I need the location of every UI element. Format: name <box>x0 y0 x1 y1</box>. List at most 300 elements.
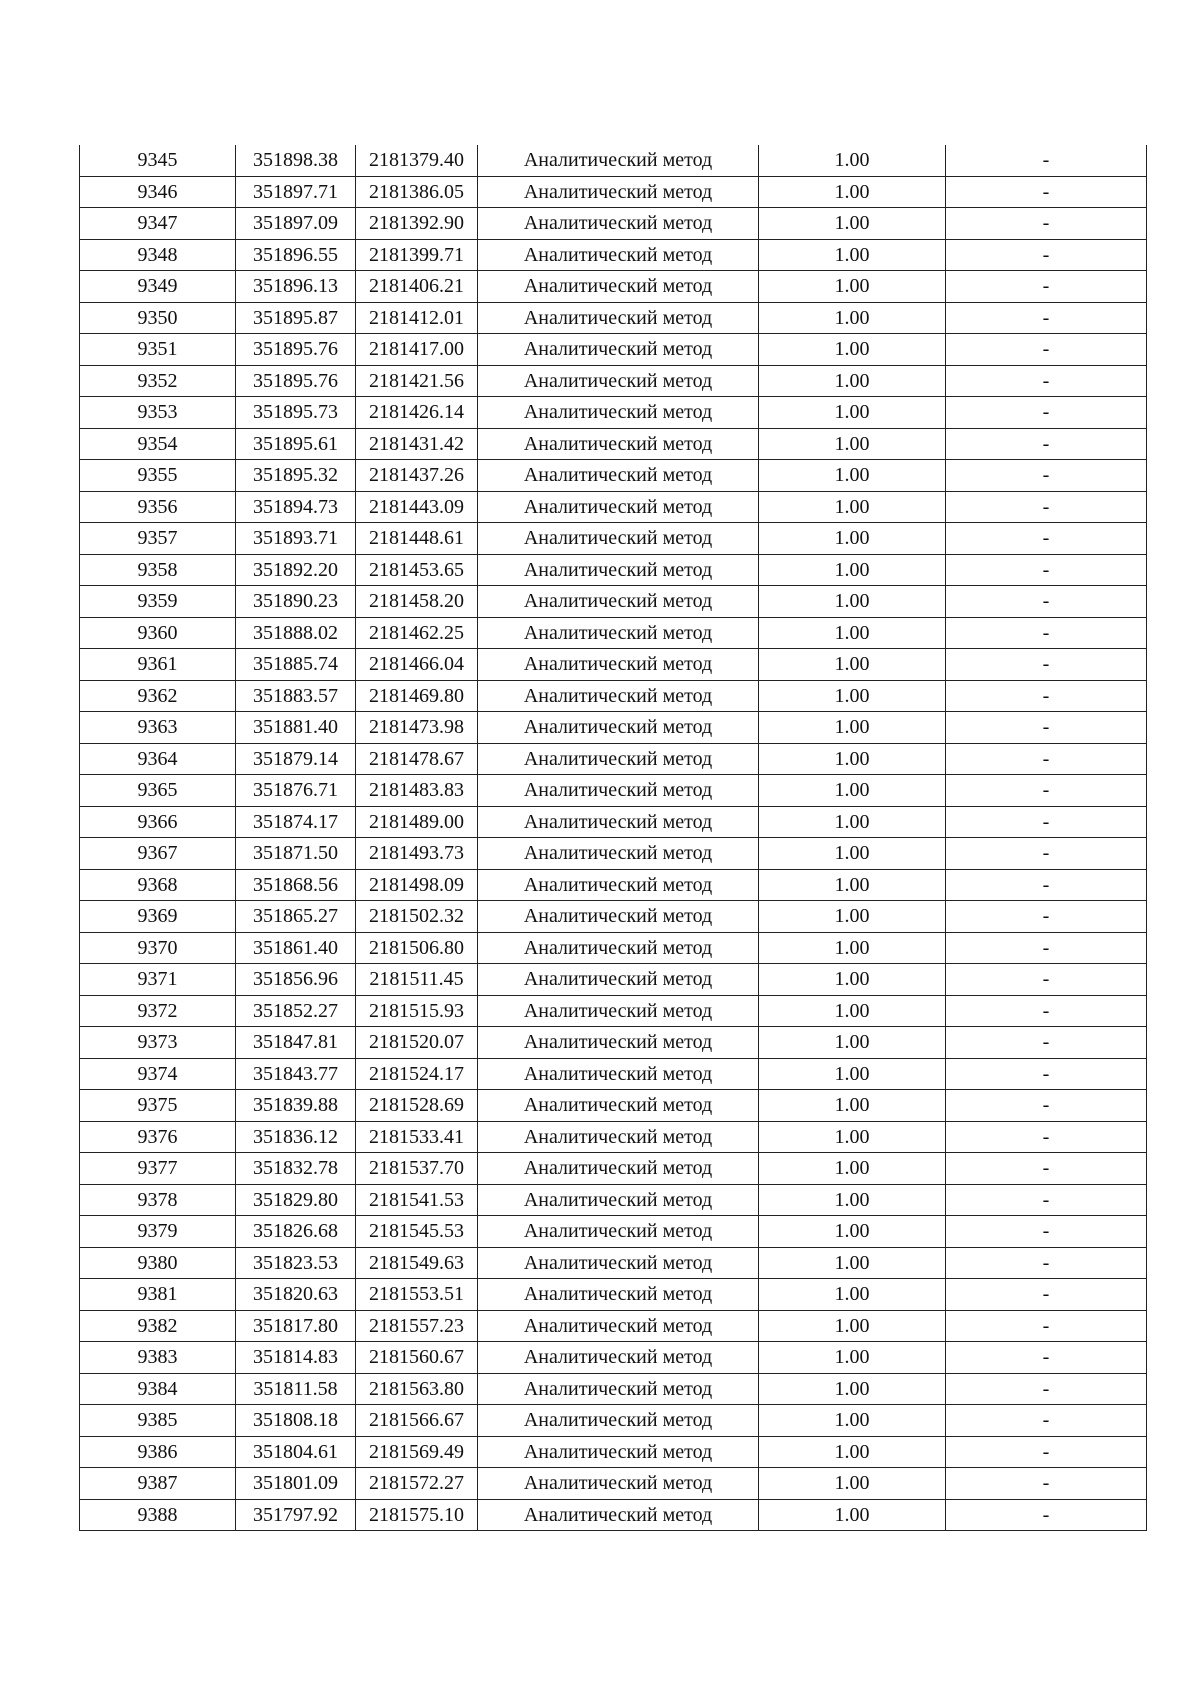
table-row <box>80 1058 1147 1090</box>
point-number-cell: 9357 <box>80 523 236 555</box>
method-cell: Аналитический метод <box>478 1090 759 1122</box>
table-row <box>80 1373 1147 1405</box>
x-coordinate-cell: 351897.71 <box>236 176 356 208</box>
description-cell: - <box>946 806 1147 838</box>
table-row <box>80 491 1147 523</box>
y-coordinate-cell: 2181426.14 <box>356 397 478 429</box>
method-cell: Аналитический метод <box>478 554 759 586</box>
x-coordinate-cell: 351896.13 <box>236 271 356 303</box>
table-row <box>80 901 1147 933</box>
method-cell: Аналитический метод <box>478 1468 759 1500</box>
accuracy-cell: 1.00 <box>759 743 946 775</box>
y-coordinate-cell: 2181524.17 <box>356 1058 478 1090</box>
method-cell: Аналитический метод <box>478 680 759 712</box>
accuracy-cell: 1.00 <box>759 1342 946 1374</box>
method-cell: Аналитический метод <box>478 176 759 208</box>
point-number-cell: 9365 <box>80 775 236 807</box>
y-coordinate-cell: 2181560.67 <box>356 1342 478 1374</box>
description-cell: - <box>946 554 1147 586</box>
table-row <box>80 1468 1147 1500</box>
x-coordinate-cell: 351874.17 <box>236 806 356 838</box>
description-cell: - <box>946 1184 1147 1216</box>
y-coordinate-cell: 2181483.83 <box>356 775 478 807</box>
y-coordinate-cell: 2181431.42 <box>356 428 478 460</box>
point-number-cell: 9369 <box>80 901 236 933</box>
table-row <box>80 460 1147 492</box>
point-number-cell: 9352 <box>80 365 236 397</box>
table-row <box>80 1499 1147 1531</box>
accuracy-cell: 1.00 <box>759 995 946 1027</box>
accuracy-cell: 1.00 <box>759 491 946 523</box>
x-coordinate-cell: 351832.78 <box>236 1153 356 1185</box>
y-coordinate-cell: 2181569.49 <box>356 1436 478 1468</box>
x-coordinate-cell: 351895.76 <box>236 334 356 366</box>
method-cell: Аналитический метод <box>478 1184 759 1216</box>
table-row <box>80 1216 1147 1248</box>
x-coordinate-cell: 351801.09 <box>236 1468 356 1500</box>
description-cell: - <box>946 1468 1147 1500</box>
table-row <box>80 334 1147 366</box>
x-coordinate-cell: 351836.12 <box>236 1121 356 1153</box>
y-coordinate-cell: 2181498.09 <box>356 869 478 901</box>
accuracy-cell: 1.00 <box>759 1405 946 1437</box>
point-number-cell: 9351 <box>80 334 236 366</box>
y-coordinate-cell: 2181533.41 <box>356 1121 478 1153</box>
method-cell: Аналитический метод <box>478 523 759 555</box>
x-coordinate-cell: 351856.96 <box>236 964 356 996</box>
x-coordinate-cell: 351817.80 <box>236 1310 356 1342</box>
method-cell: Аналитический метод <box>478 460 759 492</box>
description-cell: - <box>946 1436 1147 1468</box>
point-number-cell: 9364 <box>80 743 236 775</box>
point-number-cell: 9348 <box>80 239 236 271</box>
accuracy-cell: 1.00 <box>759 617 946 649</box>
method-cell: Аналитический метод <box>478 1247 759 1279</box>
point-number-cell: 9376 <box>80 1121 236 1153</box>
point-number-cell: 9386 <box>80 1436 236 1468</box>
description-cell: - <box>946 1027 1147 1059</box>
method-cell: Аналитический метод <box>478 1373 759 1405</box>
point-number-cell: 9370 <box>80 932 236 964</box>
method-cell: Аналитический метод <box>478 1153 759 1185</box>
x-coordinate-cell: 351895.61 <box>236 428 356 460</box>
point-number-cell: 9375 <box>80 1090 236 1122</box>
method-cell: Аналитический метод <box>478 964 759 996</box>
table-row <box>80 806 1147 838</box>
point-number-cell: 9350 <box>80 302 236 334</box>
x-coordinate-cell: 351826.68 <box>236 1216 356 1248</box>
description-cell: - <box>946 1342 1147 1374</box>
y-coordinate-cell: 2181502.32 <box>356 901 478 933</box>
accuracy-cell: 1.00 <box>759 523 946 555</box>
method-cell: Аналитический метод <box>478 239 759 271</box>
method-cell: Аналитический метод <box>478 869 759 901</box>
x-coordinate-cell: 351896.55 <box>236 239 356 271</box>
x-coordinate-cell: 351829.80 <box>236 1184 356 1216</box>
accuracy-cell: 1.00 <box>759 1468 946 1500</box>
table-row <box>80 1153 1147 1185</box>
accuracy-cell: 1.00 <box>759 365 946 397</box>
description-cell: - <box>946 1216 1147 1248</box>
accuracy-cell: 1.00 <box>759 775 946 807</box>
method-cell: Аналитический метод <box>478 1279 759 1311</box>
table-row <box>80 995 1147 1027</box>
point-number-cell: 9367 <box>80 838 236 870</box>
accuracy-cell: 1.00 <box>759 397 946 429</box>
table-row <box>80 1184 1147 1216</box>
method-cell: Аналитический метод <box>478 1310 759 1342</box>
accuracy-cell: 1.00 <box>759 176 946 208</box>
point-number-cell: 9361 <box>80 649 236 681</box>
method-cell: Аналитический метод <box>478 271 759 303</box>
y-coordinate-cell: 2181549.63 <box>356 1247 478 1279</box>
point-number-cell: 9353 <box>80 397 236 429</box>
description-cell: - <box>946 1090 1147 1122</box>
x-coordinate-cell: 351898.38 <box>236 145 356 176</box>
point-number-cell: 9346 <box>80 176 236 208</box>
method-cell: Аналитический метод <box>478 428 759 460</box>
table-row <box>80 617 1147 649</box>
accuracy-cell: 1.00 <box>759 1436 946 1468</box>
table-row <box>80 208 1147 240</box>
accuracy-cell: 1.00 <box>759 460 946 492</box>
table-row <box>80 271 1147 303</box>
method-cell: Аналитический метод <box>478 1499 759 1531</box>
x-coordinate-cell: 351871.50 <box>236 838 356 870</box>
point-number-cell: 9360 <box>80 617 236 649</box>
accuracy-cell: 1.00 <box>759 428 946 460</box>
y-coordinate-cell: 2181462.25 <box>356 617 478 649</box>
y-coordinate-cell: 2181437.26 <box>356 460 478 492</box>
method-cell: Аналитический метод <box>478 901 759 933</box>
coordinates-table-body <box>80 145 1147 1531</box>
description-cell: - <box>946 460 1147 492</box>
table-row <box>80 1090 1147 1122</box>
method-cell: Аналитический метод <box>478 1436 759 1468</box>
y-coordinate-cell: 2181545.53 <box>356 1216 478 1248</box>
accuracy-cell: 1.00 <box>759 1373 946 1405</box>
y-coordinate-cell: 2181553.51 <box>356 1279 478 1311</box>
method-cell: Аналитический метод <box>478 1058 759 1090</box>
y-coordinate-cell: 2181448.61 <box>356 523 478 555</box>
table-row <box>80 554 1147 586</box>
y-coordinate-cell: 2181379.40 <box>356 145 478 176</box>
x-coordinate-cell: 351893.71 <box>236 523 356 555</box>
accuracy-cell: 1.00 <box>759 869 946 901</box>
method-cell: Аналитический метод <box>478 1121 759 1153</box>
method-cell: Аналитический метод <box>478 649 759 681</box>
point-number-cell: 9383 <box>80 1342 236 1374</box>
point-number-cell: 9345 <box>80 145 236 176</box>
y-coordinate-cell: 2181458.20 <box>356 586 478 618</box>
x-coordinate-cell: 351876.71 <box>236 775 356 807</box>
x-coordinate-cell: 351847.81 <box>236 1027 356 1059</box>
point-number-cell: 9347 <box>80 208 236 240</box>
accuracy-cell: 1.00 <box>759 1058 946 1090</box>
accuracy-cell: 1.00 <box>759 712 946 744</box>
description-cell: - <box>946 239 1147 271</box>
point-number-cell: 9379 <box>80 1216 236 1248</box>
description-cell: - <box>946 302 1147 334</box>
point-number-cell: 9354 <box>80 428 236 460</box>
point-number-cell: 9377 <box>80 1153 236 1185</box>
table-row <box>80 932 1147 964</box>
point-number-cell: 9368 <box>80 869 236 901</box>
x-coordinate-cell: 351808.18 <box>236 1405 356 1437</box>
table-row <box>80 838 1147 870</box>
description-cell: - <box>946 1373 1147 1405</box>
description-cell: - <box>946 995 1147 1027</box>
description-cell: - <box>946 649 1147 681</box>
description-cell: - <box>946 1247 1147 1279</box>
point-number-cell: 9380 <box>80 1247 236 1279</box>
accuracy-cell: 1.00 <box>759 554 946 586</box>
y-coordinate-cell: 2181528.69 <box>356 1090 478 1122</box>
y-coordinate-cell: 2181399.71 <box>356 239 478 271</box>
y-coordinate-cell: 2181566.67 <box>356 1405 478 1437</box>
point-number-cell: 9384 <box>80 1373 236 1405</box>
x-coordinate-cell: 351820.63 <box>236 1279 356 1311</box>
x-coordinate-cell: 351823.53 <box>236 1247 356 1279</box>
table-row <box>80 1310 1147 1342</box>
x-coordinate-cell: 351892.20 <box>236 554 356 586</box>
description-cell: - <box>946 523 1147 555</box>
table-row <box>80 1279 1147 1311</box>
x-coordinate-cell: 351804.61 <box>236 1436 356 1468</box>
accuracy-cell: 1.00 <box>759 1090 946 1122</box>
table-row <box>80 649 1147 681</box>
x-coordinate-cell: 351883.57 <box>236 680 356 712</box>
description-cell: - <box>946 1310 1147 1342</box>
point-number-cell: 9382 <box>80 1310 236 1342</box>
table-row <box>80 1405 1147 1437</box>
accuracy-cell: 1.00 <box>759 1499 946 1531</box>
table-row <box>80 1121 1147 1153</box>
accuracy-cell: 1.00 <box>759 239 946 271</box>
description-cell: - <box>946 712 1147 744</box>
description-cell: - <box>946 428 1147 460</box>
x-coordinate-cell: 351811.58 <box>236 1373 356 1405</box>
accuracy-cell: 1.00 <box>759 1121 946 1153</box>
method-cell: Аналитический метод <box>478 145 759 176</box>
description-cell: - <box>946 932 1147 964</box>
table-row <box>80 1436 1147 1468</box>
point-number-cell: 9387 <box>80 1468 236 1500</box>
y-coordinate-cell: 2181478.67 <box>356 743 478 775</box>
y-coordinate-cell: 2181473.98 <box>356 712 478 744</box>
table-row <box>80 428 1147 460</box>
table-row <box>80 1027 1147 1059</box>
point-number-cell: 9378 <box>80 1184 236 1216</box>
description-cell: - <box>946 838 1147 870</box>
coordinates-table <box>79 145 1147 1531</box>
method-cell: Аналитический метод <box>478 995 759 1027</box>
y-coordinate-cell: 2181489.00 <box>356 806 478 838</box>
y-coordinate-cell: 2181421.56 <box>356 365 478 397</box>
accuracy-cell: 1.00 <box>759 1310 946 1342</box>
method-cell: Аналитический метод <box>478 334 759 366</box>
method-cell: Аналитический метод <box>478 1342 759 1374</box>
x-coordinate-cell: 351814.83 <box>236 1342 356 1374</box>
y-coordinate-cell: 2181466.04 <box>356 649 478 681</box>
method-cell: Аналитический метод <box>478 712 759 744</box>
method-cell: Аналитический метод <box>478 586 759 618</box>
y-coordinate-cell: 2181515.93 <box>356 995 478 1027</box>
point-number-cell: 9362 <box>80 680 236 712</box>
x-coordinate-cell: 351897.09 <box>236 208 356 240</box>
point-number-cell: 9358 <box>80 554 236 586</box>
method-cell: Аналитический метод <box>478 208 759 240</box>
point-number-cell: 9349 <box>80 271 236 303</box>
point-number-cell: 9372 <box>80 995 236 1027</box>
table-row <box>80 775 1147 807</box>
y-coordinate-cell: 2181443.09 <box>356 491 478 523</box>
table-row <box>80 145 1147 176</box>
description-cell: - <box>946 869 1147 901</box>
x-coordinate-cell: 351881.40 <box>236 712 356 744</box>
method-cell: Аналитический метод <box>478 397 759 429</box>
method-cell: Аналитический метод <box>478 743 759 775</box>
method-cell: Аналитический метод <box>478 1027 759 1059</box>
method-cell: Аналитический метод <box>478 365 759 397</box>
y-coordinate-cell: 2181453.65 <box>356 554 478 586</box>
table-row <box>80 869 1147 901</box>
description-cell: - <box>946 617 1147 649</box>
method-cell: Аналитический метод <box>478 775 759 807</box>
x-coordinate-cell: 351797.92 <box>236 1499 356 1531</box>
description-cell: - <box>946 1499 1147 1531</box>
y-coordinate-cell: 2181575.10 <box>356 1499 478 1531</box>
accuracy-cell: 1.00 <box>759 586 946 618</box>
accuracy-cell: 1.00 <box>759 838 946 870</box>
description-cell: - <box>946 964 1147 996</box>
method-cell: Аналитический метод <box>478 302 759 334</box>
method-cell: Аналитический метод <box>478 932 759 964</box>
method-cell: Аналитический метод <box>478 491 759 523</box>
point-number-cell: 9373 <box>80 1027 236 1059</box>
y-coordinate-cell: 2181537.70 <box>356 1153 478 1185</box>
y-coordinate-cell: 2181386.05 <box>356 176 478 208</box>
description-cell: - <box>946 901 1147 933</box>
table-row <box>80 1342 1147 1374</box>
y-coordinate-cell: 2181493.73 <box>356 838 478 870</box>
y-coordinate-cell: 2181572.27 <box>356 1468 478 1500</box>
table-row <box>80 523 1147 555</box>
accuracy-cell: 1.00 <box>759 964 946 996</box>
description-cell: - <box>946 208 1147 240</box>
description-cell: - <box>946 743 1147 775</box>
x-coordinate-cell: 351885.74 <box>236 649 356 681</box>
description-cell: - <box>946 334 1147 366</box>
description-cell: - <box>946 397 1147 429</box>
accuracy-cell: 1.00 <box>759 1027 946 1059</box>
table-row <box>80 397 1147 429</box>
description-cell: - <box>946 271 1147 303</box>
description-cell: - <box>946 1279 1147 1311</box>
description-cell: - <box>946 1058 1147 1090</box>
x-coordinate-cell: 351890.23 <box>236 586 356 618</box>
point-number-cell: 9363 <box>80 712 236 744</box>
x-coordinate-cell: 351895.32 <box>236 460 356 492</box>
y-coordinate-cell: 2181417.00 <box>356 334 478 366</box>
accuracy-cell: 1.00 <box>759 1153 946 1185</box>
accuracy-cell: 1.00 <box>759 1216 946 1248</box>
x-coordinate-cell: 351888.02 <box>236 617 356 649</box>
y-coordinate-cell: 2181506.80 <box>356 932 478 964</box>
y-coordinate-cell: 2181557.23 <box>356 1310 478 1342</box>
point-number-cell: 9355 <box>80 460 236 492</box>
accuracy-cell: 1.00 <box>759 901 946 933</box>
description-cell: - <box>946 176 1147 208</box>
accuracy-cell: 1.00 <box>759 1247 946 1279</box>
x-coordinate-cell: 351852.27 <box>236 995 356 1027</box>
description-cell: - <box>946 680 1147 712</box>
accuracy-cell: 1.00 <box>759 145 946 176</box>
description-cell: - <box>946 1121 1147 1153</box>
table-row <box>80 964 1147 996</box>
y-coordinate-cell: 2181469.80 <box>356 680 478 712</box>
accuracy-cell: 1.00 <box>759 932 946 964</box>
accuracy-cell: 1.00 <box>759 208 946 240</box>
x-coordinate-cell: 351839.88 <box>236 1090 356 1122</box>
x-coordinate-cell: 351865.27 <box>236 901 356 933</box>
table-row <box>80 680 1147 712</box>
x-coordinate-cell: 351868.56 <box>236 869 356 901</box>
method-cell: Аналитический метод <box>478 1405 759 1437</box>
table-row <box>80 586 1147 618</box>
x-coordinate-cell: 351895.87 <box>236 302 356 334</box>
y-coordinate-cell: 2181563.80 <box>356 1373 478 1405</box>
point-number-cell: 9381 <box>80 1279 236 1311</box>
point-number-cell: 9356 <box>80 491 236 523</box>
x-coordinate-cell: 351895.76 <box>236 365 356 397</box>
description-cell: - <box>946 1405 1147 1437</box>
x-coordinate-cell: 351843.77 <box>236 1058 356 1090</box>
y-coordinate-cell: 2181412.01 <box>356 302 478 334</box>
point-number-cell: 9388 <box>80 1499 236 1531</box>
accuracy-cell: 1.00 <box>759 1184 946 1216</box>
table-row <box>80 743 1147 775</box>
point-number-cell: 9359 <box>80 586 236 618</box>
point-number-cell: 9374 <box>80 1058 236 1090</box>
accuracy-cell: 1.00 <box>759 649 946 681</box>
description-cell: - <box>946 1153 1147 1185</box>
method-cell: Аналитический метод <box>478 1216 759 1248</box>
description-cell: - <box>946 491 1147 523</box>
table-row <box>80 1247 1147 1279</box>
accuracy-cell: 1.00 <box>759 334 946 366</box>
y-coordinate-cell: 2181520.07 <box>356 1027 478 1059</box>
table-row <box>80 302 1147 334</box>
accuracy-cell: 1.00 <box>759 302 946 334</box>
x-coordinate-cell: 351895.73 <box>236 397 356 429</box>
accuracy-cell: 1.00 <box>759 806 946 838</box>
description-cell: - <box>946 365 1147 397</box>
method-cell: Аналитический метод <box>478 838 759 870</box>
x-coordinate-cell: 351879.14 <box>236 743 356 775</box>
x-coordinate-cell: 351894.73 <box>236 491 356 523</box>
point-number-cell: 9371 <box>80 964 236 996</box>
accuracy-cell: 1.00 <box>759 271 946 303</box>
accuracy-cell: 1.00 <box>759 680 946 712</box>
y-coordinate-cell: 2181406.21 <box>356 271 478 303</box>
accuracy-cell: 1.00 <box>759 1279 946 1311</box>
table-row <box>80 176 1147 208</box>
description-cell: - <box>946 586 1147 618</box>
y-coordinate-cell: 2181511.45 <box>356 964 478 996</box>
table-row <box>80 365 1147 397</box>
x-coordinate-cell: 351861.40 <box>236 932 356 964</box>
